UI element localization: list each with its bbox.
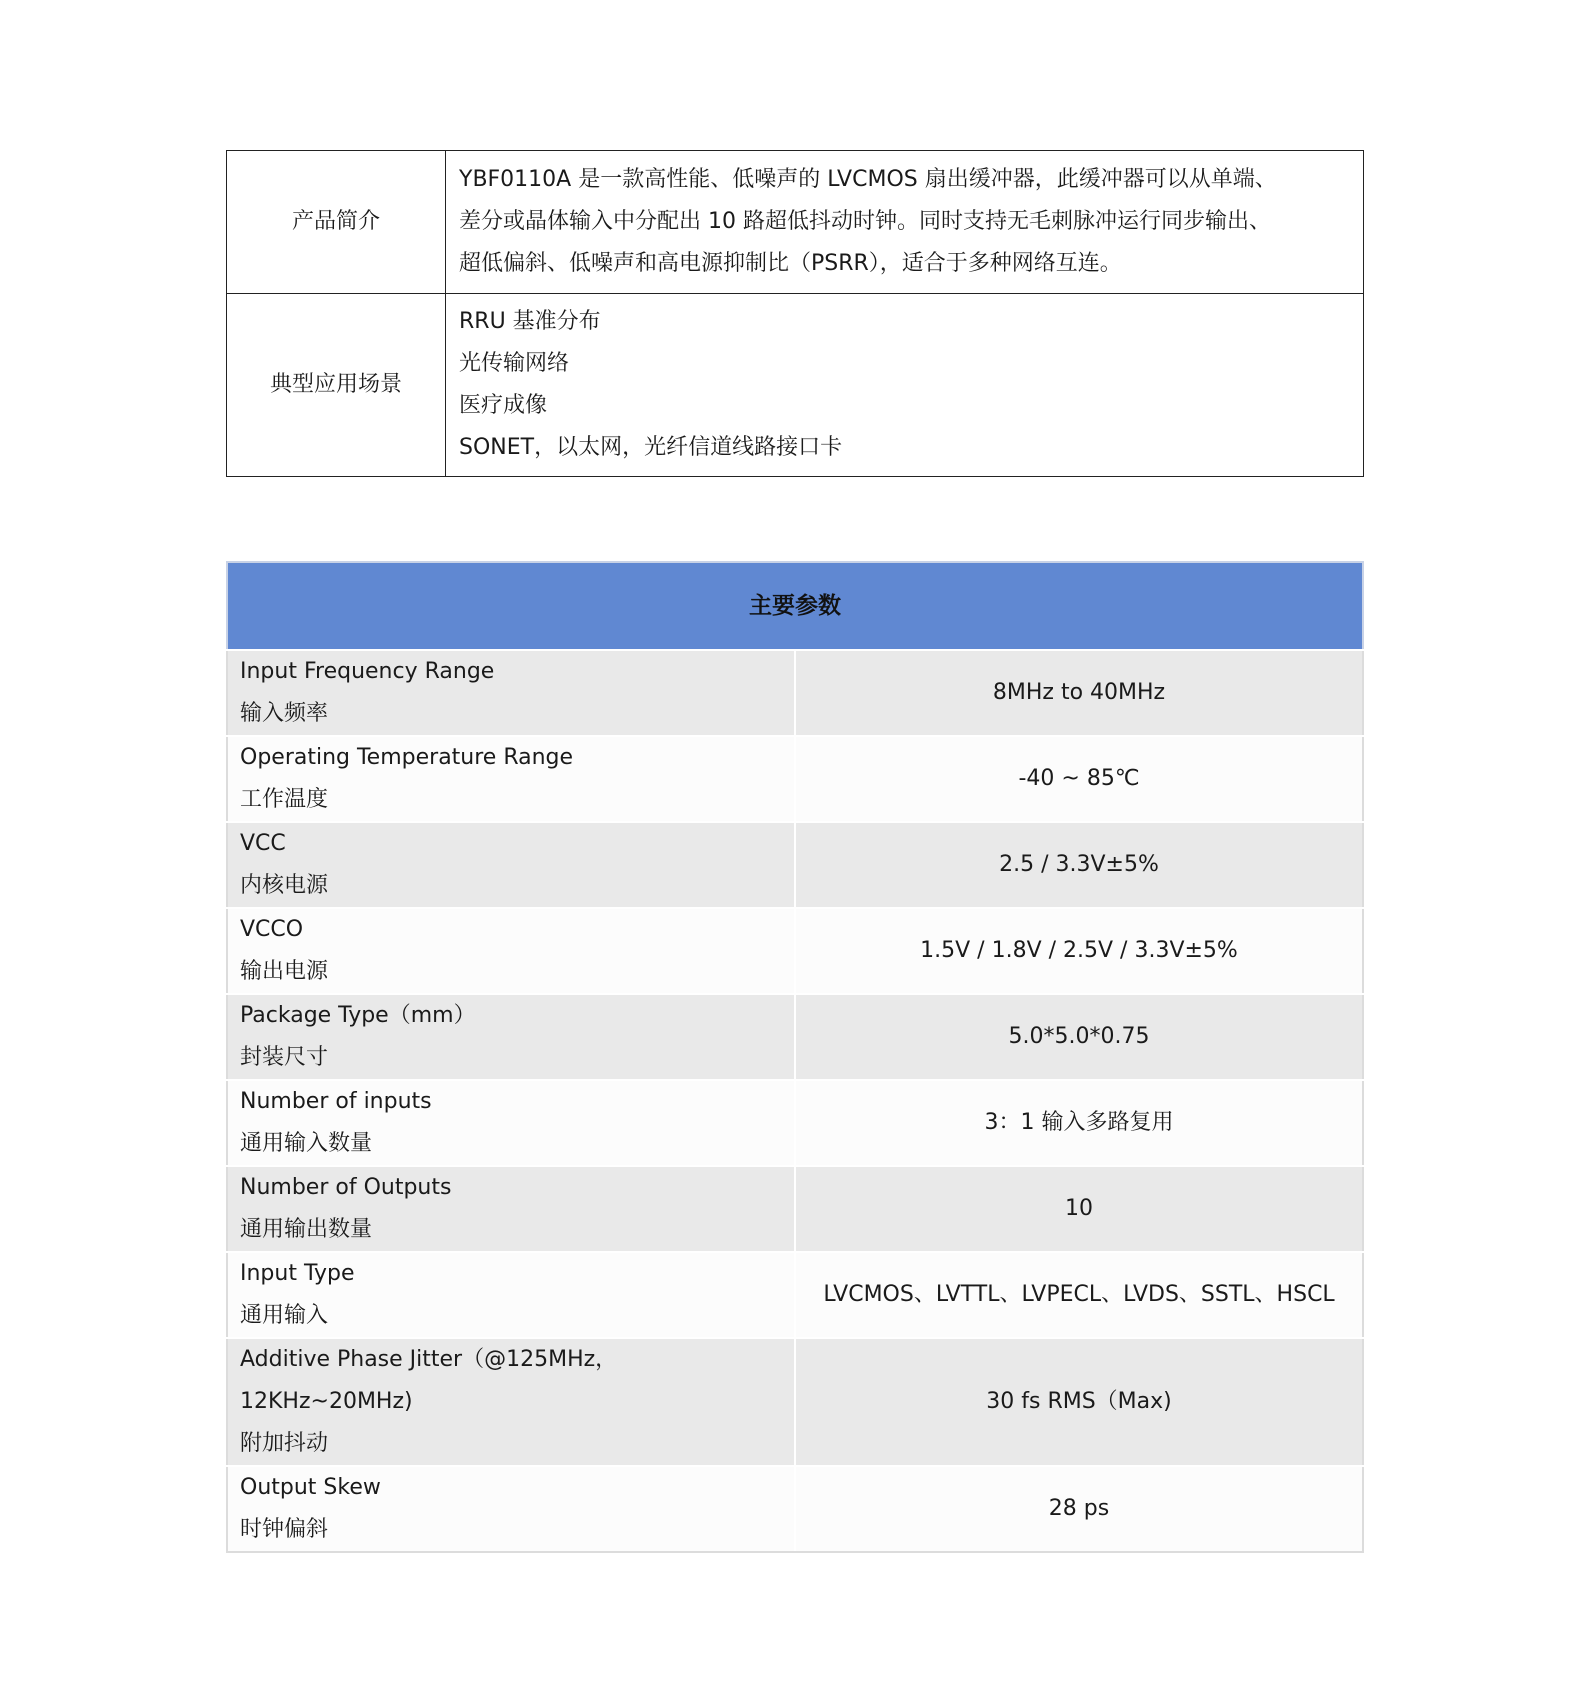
param-value: LVCMOS、LVTTL、LVPECL、LVDS、SSTL、HSCL bbox=[795, 1252, 1363, 1338]
param-value: 8MHz to 40MHz bbox=[795, 650, 1363, 736]
intro-row-applications bbox=[227, 294, 1364, 477]
intro-content bbox=[446, 151, 1364, 294]
intro-label: 产品简介 bbox=[227, 151, 446, 294]
param-name-cn: 输出电源 bbox=[240, 959, 329, 984]
param-name-cn: 内核电源 bbox=[240, 873, 329, 898]
param-name-cn: 输入频率 bbox=[240, 701, 329, 726]
param-value: 28 ps bbox=[795, 1466, 1363, 1552]
param-value: 10 bbox=[795, 1166, 1363, 1252]
param-name-en: Input Frequency Range bbox=[240, 659, 495, 684]
param-row bbox=[227, 1252, 1363, 1338]
param-value: 5.0*5.0*0.75 bbox=[795, 994, 1363, 1080]
param-name-cn: 时钟偏斜 bbox=[240, 1517, 329, 1542]
param-name-en: VCCO bbox=[240, 917, 304, 942]
param-name-en: VCC bbox=[240, 831, 286, 856]
param-row bbox=[227, 736, 1363, 822]
intro-row-summary bbox=[227, 151, 1364, 294]
param-name-cn: 通用输出数量 bbox=[240, 1217, 373, 1242]
application-item: 医疗成像 bbox=[459, 393, 548, 418]
intro-text-line: 超低偏斜、低噪声和高电源抑制比（PSRR），适合于多种网络互连。 bbox=[459, 251, 1122, 276]
param-name-en: Output Skew bbox=[240, 1475, 381, 1500]
application-item: SONET，以太网，光纤信道线路接口卡 bbox=[459, 435, 843, 460]
param-name-en: Input Type bbox=[240, 1261, 355, 1286]
param-name-en: Operating Temperature Range bbox=[240, 745, 574, 770]
param-name bbox=[227, 650, 795, 736]
param-name-cn: 封装尺寸 bbox=[240, 1045, 329, 1070]
param-name bbox=[227, 908, 795, 994]
param-row bbox=[227, 1466, 1363, 1552]
param-value: -40 ~ 85℃ bbox=[795, 736, 1363, 822]
param-name bbox=[227, 1252, 795, 1338]
param-name-en: 12KHz~20MHz) bbox=[240, 1389, 413, 1414]
product-intro-table bbox=[226, 150, 1364, 477]
param-name-en: Package Type（mm） bbox=[240, 1003, 476, 1028]
param-name bbox=[227, 994, 795, 1080]
param-row bbox=[227, 1338, 1363, 1466]
param-value: 2.5 / 3.3V±5% bbox=[795, 822, 1363, 908]
intro-text-line: 差分或晶体输入中分配出 10 路超低抖动时钟。同时支持无毛刺脉冲运行同步输出、 bbox=[459, 209, 1271, 234]
param-name-cn: 附加抖动 bbox=[240, 1431, 329, 1456]
param-name bbox=[227, 1166, 795, 1252]
param-value: 1.5V / 1.8V / 2.5V / 3.3V±5% bbox=[795, 908, 1363, 994]
param-row bbox=[227, 822, 1363, 908]
param-name bbox=[227, 1080, 795, 1166]
param-row bbox=[227, 908, 1363, 994]
application-item: RRU 基准分布 bbox=[459, 309, 601, 334]
param-name bbox=[227, 822, 795, 908]
param-row bbox=[227, 1166, 1363, 1252]
application-item: 光传输网络 bbox=[459, 351, 570, 376]
param-name-cn: 工作温度 bbox=[240, 787, 329, 812]
intro-text-line: YBF0110A 是一款高性能、低噪声的 LVCMOS 扇出缓冲器，此缓冲器可以从单端、 bbox=[459, 167, 1277, 192]
param-row bbox=[227, 994, 1363, 1080]
param-row bbox=[227, 650, 1363, 736]
param-name-cn: 通用输入 bbox=[240, 1303, 329, 1328]
param-name-en: Additive Phase Jitter（@125MHz， bbox=[240, 1347, 618, 1372]
param-value: 30 fs RMS（Max) bbox=[795, 1338, 1363, 1466]
param-name bbox=[227, 736, 795, 822]
param-header-row bbox=[227, 562, 1363, 650]
param-row bbox=[227, 1080, 1363, 1166]
param-name-en: Number of Outputs bbox=[240, 1175, 452, 1200]
intro-label: 典型应用场景 bbox=[227, 294, 446, 477]
param-name bbox=[227, 1338, 795, 1466]
param-name bbox=[227, 1466, 795, 1552]
param-table-title: 主要参数 bbox=[227, 562, 1363, 650]
intro-content bbox=[446, 294, 1364, 477]
param-name-en: Number of inputs bbox=[240, 1089, 432, 1114]
param-name-cn: 通用输入数量 bbox=[240, 1131, 373, 1156]
main-parameters-table bbox=[226, 561, 1364, 1553]
param-value: 3：1 输入多路复用 bbox=[795, 1080, 1363, 1166]
